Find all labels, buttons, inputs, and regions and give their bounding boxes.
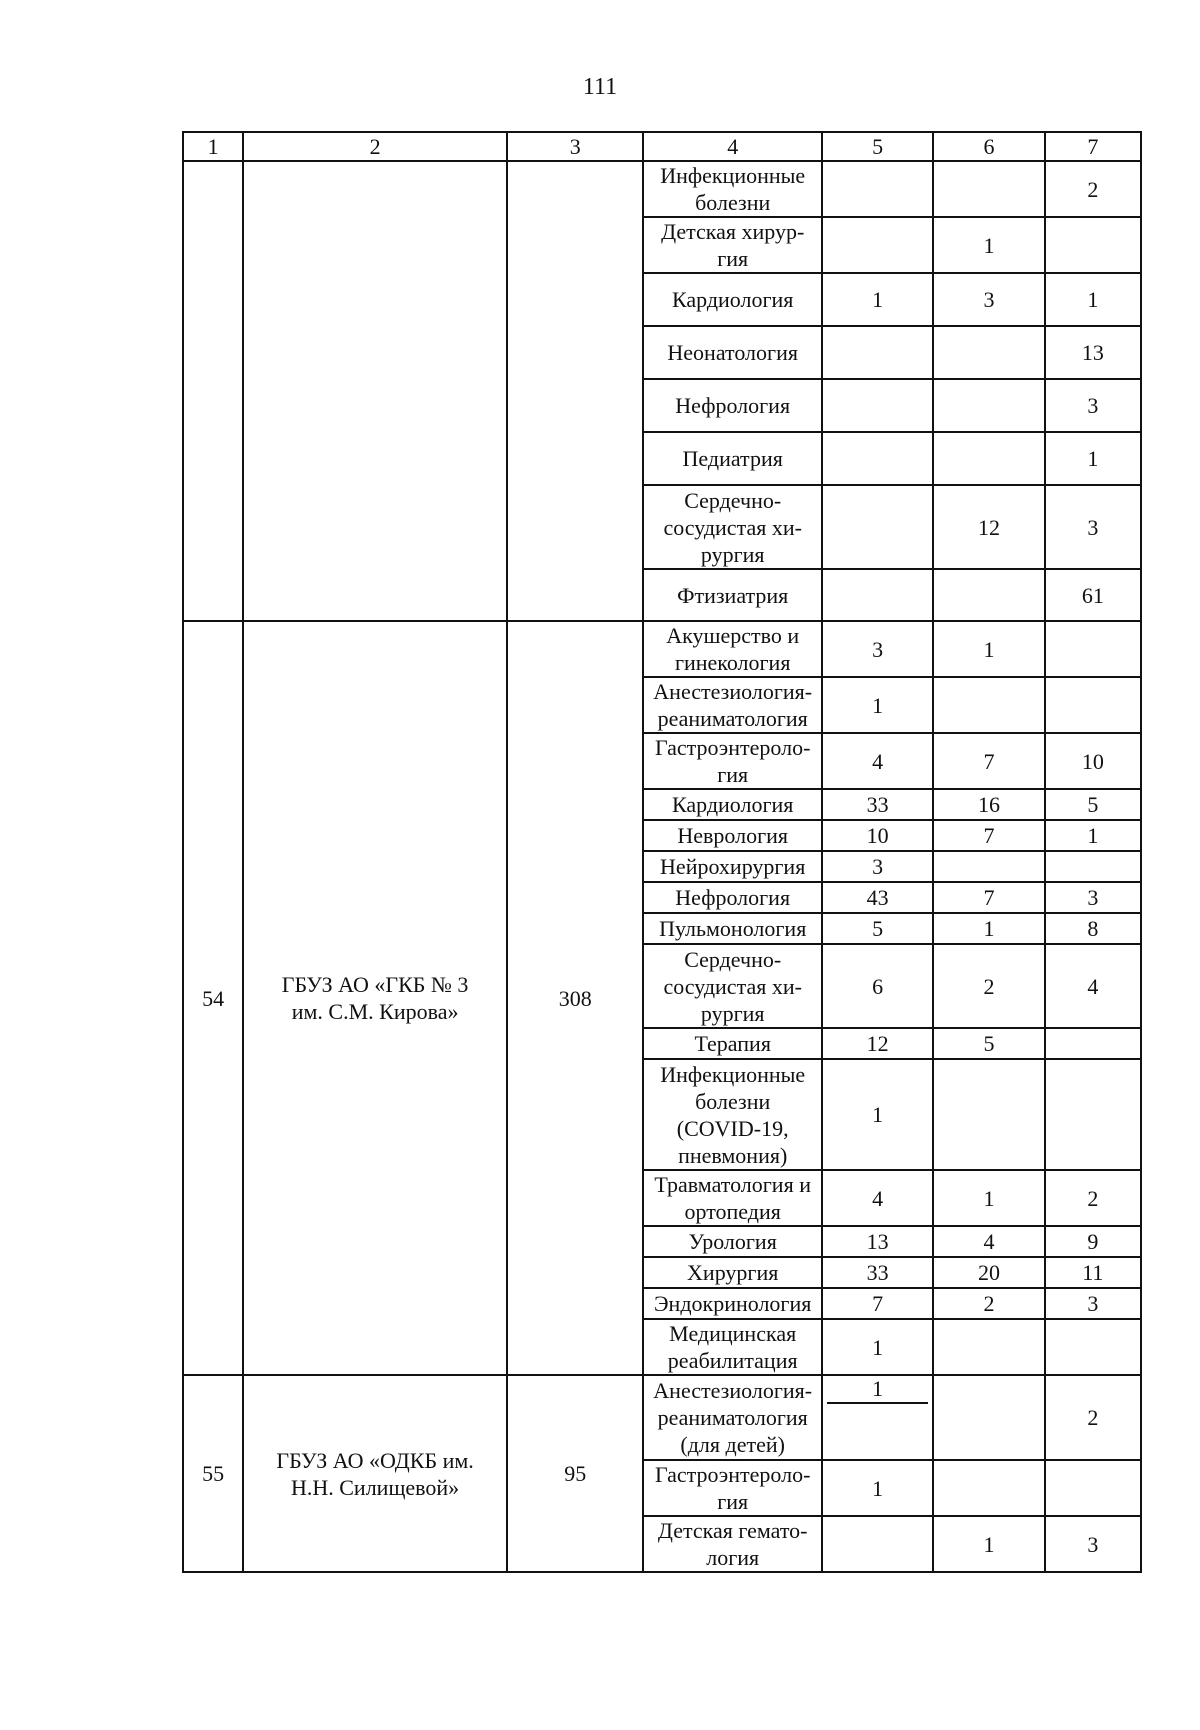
value-cell-7: 1 [1045,820,1141,851]
table-row [183,621,1141,677]
header-cell: 7 [1045,132,1141,161]
value-cell-6: 7 [933,820,1044,851]
row-number-cell: 55 [183,1375,243,1572]
value-cell-5: 7 [822,1288,933,1319]
specialty-cell: Травматология и ортопедия [643,1170,822,1226]
value-cell-7: 8 [1045,913,1141,944]
specialty-cell: Неврология [643,820,822,851]
value-cell-7 [1045,1028,1141,1059]
organization-cell: ГБУЗ АО «ГКБ № 3 им. С.М. Кирова» [243,621,507,1375]
specialty-cell: Пульмонология [643,913,822,944]
value-cell-7 [1045,677,1141,733]
specialty-cell: Терапия [643,1028,822,1059]
value-cell-5: 1 [822,677,933,733]
split-cell [827,1376,928,1459]
header-cell: 3 [507,132,643,161]
value-cell-7: 5 [1045,789,1141,820]
data-table [182,131,1142,1573]
specialty-cell: Детская хирур- гия [643,217,822,273]
header-cell: 5 [822,132,933,161]
specialty-cell: Медицинская реабилитация [643,1319,822,1375]
value-cell-6 [933,379,1044,432]
specialty-cell: Гастроэнтероло- гия [643,1460,822,1516]
value-cell-6: 1 [933,217,1044,273]
value-cell-5: 1 [822,1460,933,1516]
specialty-cell: Нефрология [643,379,822,432]
value-cell-5: 1 [822,1319,933,1375]
value-cell-6: 2 [933,1288,1044,1319]
value-cell-5 [822,569,933,621]
value-cell-5: 43 [822,882,933,913]
specialty-cell: Фтизиатрия [643,569,822,621]
header-cell: 6 [933,132,1044,161]
value-cell-5: 4 [822,733,933,789]
specialty-cell: Кардиология [643,789,822,820]
value-cell-5 [822,379,933,432]
value-cell-6 [933,1375,1044,1460]
page-number: 111 [582,74,618,100]
value-cell-6: 1 [933,913,1044,944]
value-cell-5 [822,217,933,273]
header-row [183,132,1141,161]
value-cell-7: 11 [1045,1257,1141,1288]
value-cell-5 [822,161,933,217]
value-cell-6 [933,851,1044,882]
specialty-cell: Нефрология [643,882,822,913]
specialty-cell: Педиатрия [643,432,822,485]
value-cell-5: 33 [822,789,933,820]
row-number-cell: 54 [183,621,243,1375]
value-cell-6: 4 [933,1226,1044,1257]
value-cell-7 [1045,851,1141,882]
value-cell-5: 1 [822,1059,933,1170]
value-cell-6: 12 [933,485,1044,569]
specialty-cell: Урология [643,1226,822,1257]
specialty-cell: Сердечно- сосудистая хи- рургия [643,944,822,1028]
value-cell-6 [933,326,1044,379]
value-cell-6: 7 [933,882,1044,913]
value-cell-6: 1 [933,1516,1044,1572]
value-cell-7: 1 [1045,273,1141,326]
table-body [183,132,1141,1572]
value-cell-6 [933,1319,1044,1375]
specialty-cell: Кардиология [643,273,822,326]
value-cell-7 [1045,1059,1141,1170]
value-cell-6 [933,1460,1044,1516]
value-cell-5 [822,485,933,569]
value-cell-6 [933,677,1044,733]
value-cell-7: 1 [1045,432,1141,485]
row-number-cell [183,161,243,621]
value-cell-5 [822,432,933,485]
specialty-cell: Детская гемато- логия [643,1516,822,1572]
specialty-cell: Анестезиология- реаниматология (для детей) [643,1375,822,1460]
value-cell-5: 1 [822,273,933,326]
value-cell-5 [822,1375,933,1460]
value-cell-7: 3 [1045,1288,1141,1319]
specialty-cell: Неонатология [643,326,822,379]
specialty-cell: Эндокринология [643,1288,822,1319]
specialty-cell: Акушерство и гинекология [643,621,822,677]
value-cell-6 [933,432,1044,485]
count-cell: 308 [507,621,643,1375]
value-cell-7: 3 [1045,485,1141,569]
value-cell-5: 12 [822,1028,933,1059]
value-cell-5: 3 [822,621,933,677]
value-cell-5: 13 [822,1226,933,1257]
value-cell-6: 1 [933,621,1044,677]
value-cell-5: 10 [822,820,933,851]
value-cell-7: 2 [1045,1375,1141,1460]
specialty-cell: Инфекционные болезни (COVID-19, пневмония) [643,1059,822,1170]
value-cell-6: 1 [933,1170,1044,1226]
value-cell-6 [933,1059,1044,1170]
value-cell-7: 4 [1045,944,1141,1028]
value-cell-6: 7 [933,733,1044,789]
value-cell-6 [933,569,1044,621]
value-cell-7: 3 [1045,882,1141,913]
table-row [183,1375,1141,1460]
count-cell: 95 [507,1375,643,1572]
specialty-cell: Сердечно- сосудистая хи- рургия [643,485,822,569]
count-cell [507,161,643,621]
specialty-cell: Анестезиология- реаниматология [643,677,822,733]
value-cell-7: 13 [1045,326,1141,379]
value-cell-5: 33 [822,1257,933,1288]
value-cell-7: 2 [1045,161,1141,217]
specialty-cell: Нейрохирургия [643,851,822,882]
value-cell-7: 61 [1045,569,1141,621]
value-cell-5 [822,326,933,379]
value-cell-7: 9 [1045,1226,1141,1257]
value-cell-5: 3 [822,851,933,882]
value-cell-7 [1045,621,1141,677]
value-cell-7: 3 [1045,1516,1141,1572]
header-cell: 4 [643,132,822,161]
value-cell-7 [1045,1460,1141,1516]
value-cell-6 [933,161,1044,217]
value-cell-6: 2 [933,944,1044,1028]
specialty-cell: Гастроэнтероло- гия [643,733,822,789]
value-cell-7 [1045,1319,1141,1375]
header-cell: 2 [243,132,507,161]
specialty-cell: Инфекционные болезни [643,161,822,217]
value-cell-7: 2 [1045,1170,1141,1226]
value-cell-7: 10 [1045,733,1141,789]
specialty-cell: Хирургия [643,1257,822,1288]
value-cell-5 [822,1516,933,1572]
split-cell-bottom [827,1404,928,1459]
value-cell-6: 20 [933,1257,1044,1288]
value-cell-5: 6 [822,944,933,1028]
organization-cell [243,161,507,621]
split-cell-top: 1 [827,1376,928,1404]
value-cell-6: 5 [933,1028,1044,1059]
value-cell-7: 3 [1045,379,1141,432]
value-cell-6: 3 [933,273,1044,326]
value-cell-6: 16 [933,789,1044,820]
header-cell: 1 [183,132,243,161]
table-row [183,161,1141,217]
organization-cell: ГБУЗ АО «ОДКБ им. Н.Н. Силищевой» [243,1375,507,1572]
value-cell-7 [1045,217,1141,273]
value-cell-5: 4 [822,1170,933,1226]
value-cell-5: 5 [822,913,933,944]
